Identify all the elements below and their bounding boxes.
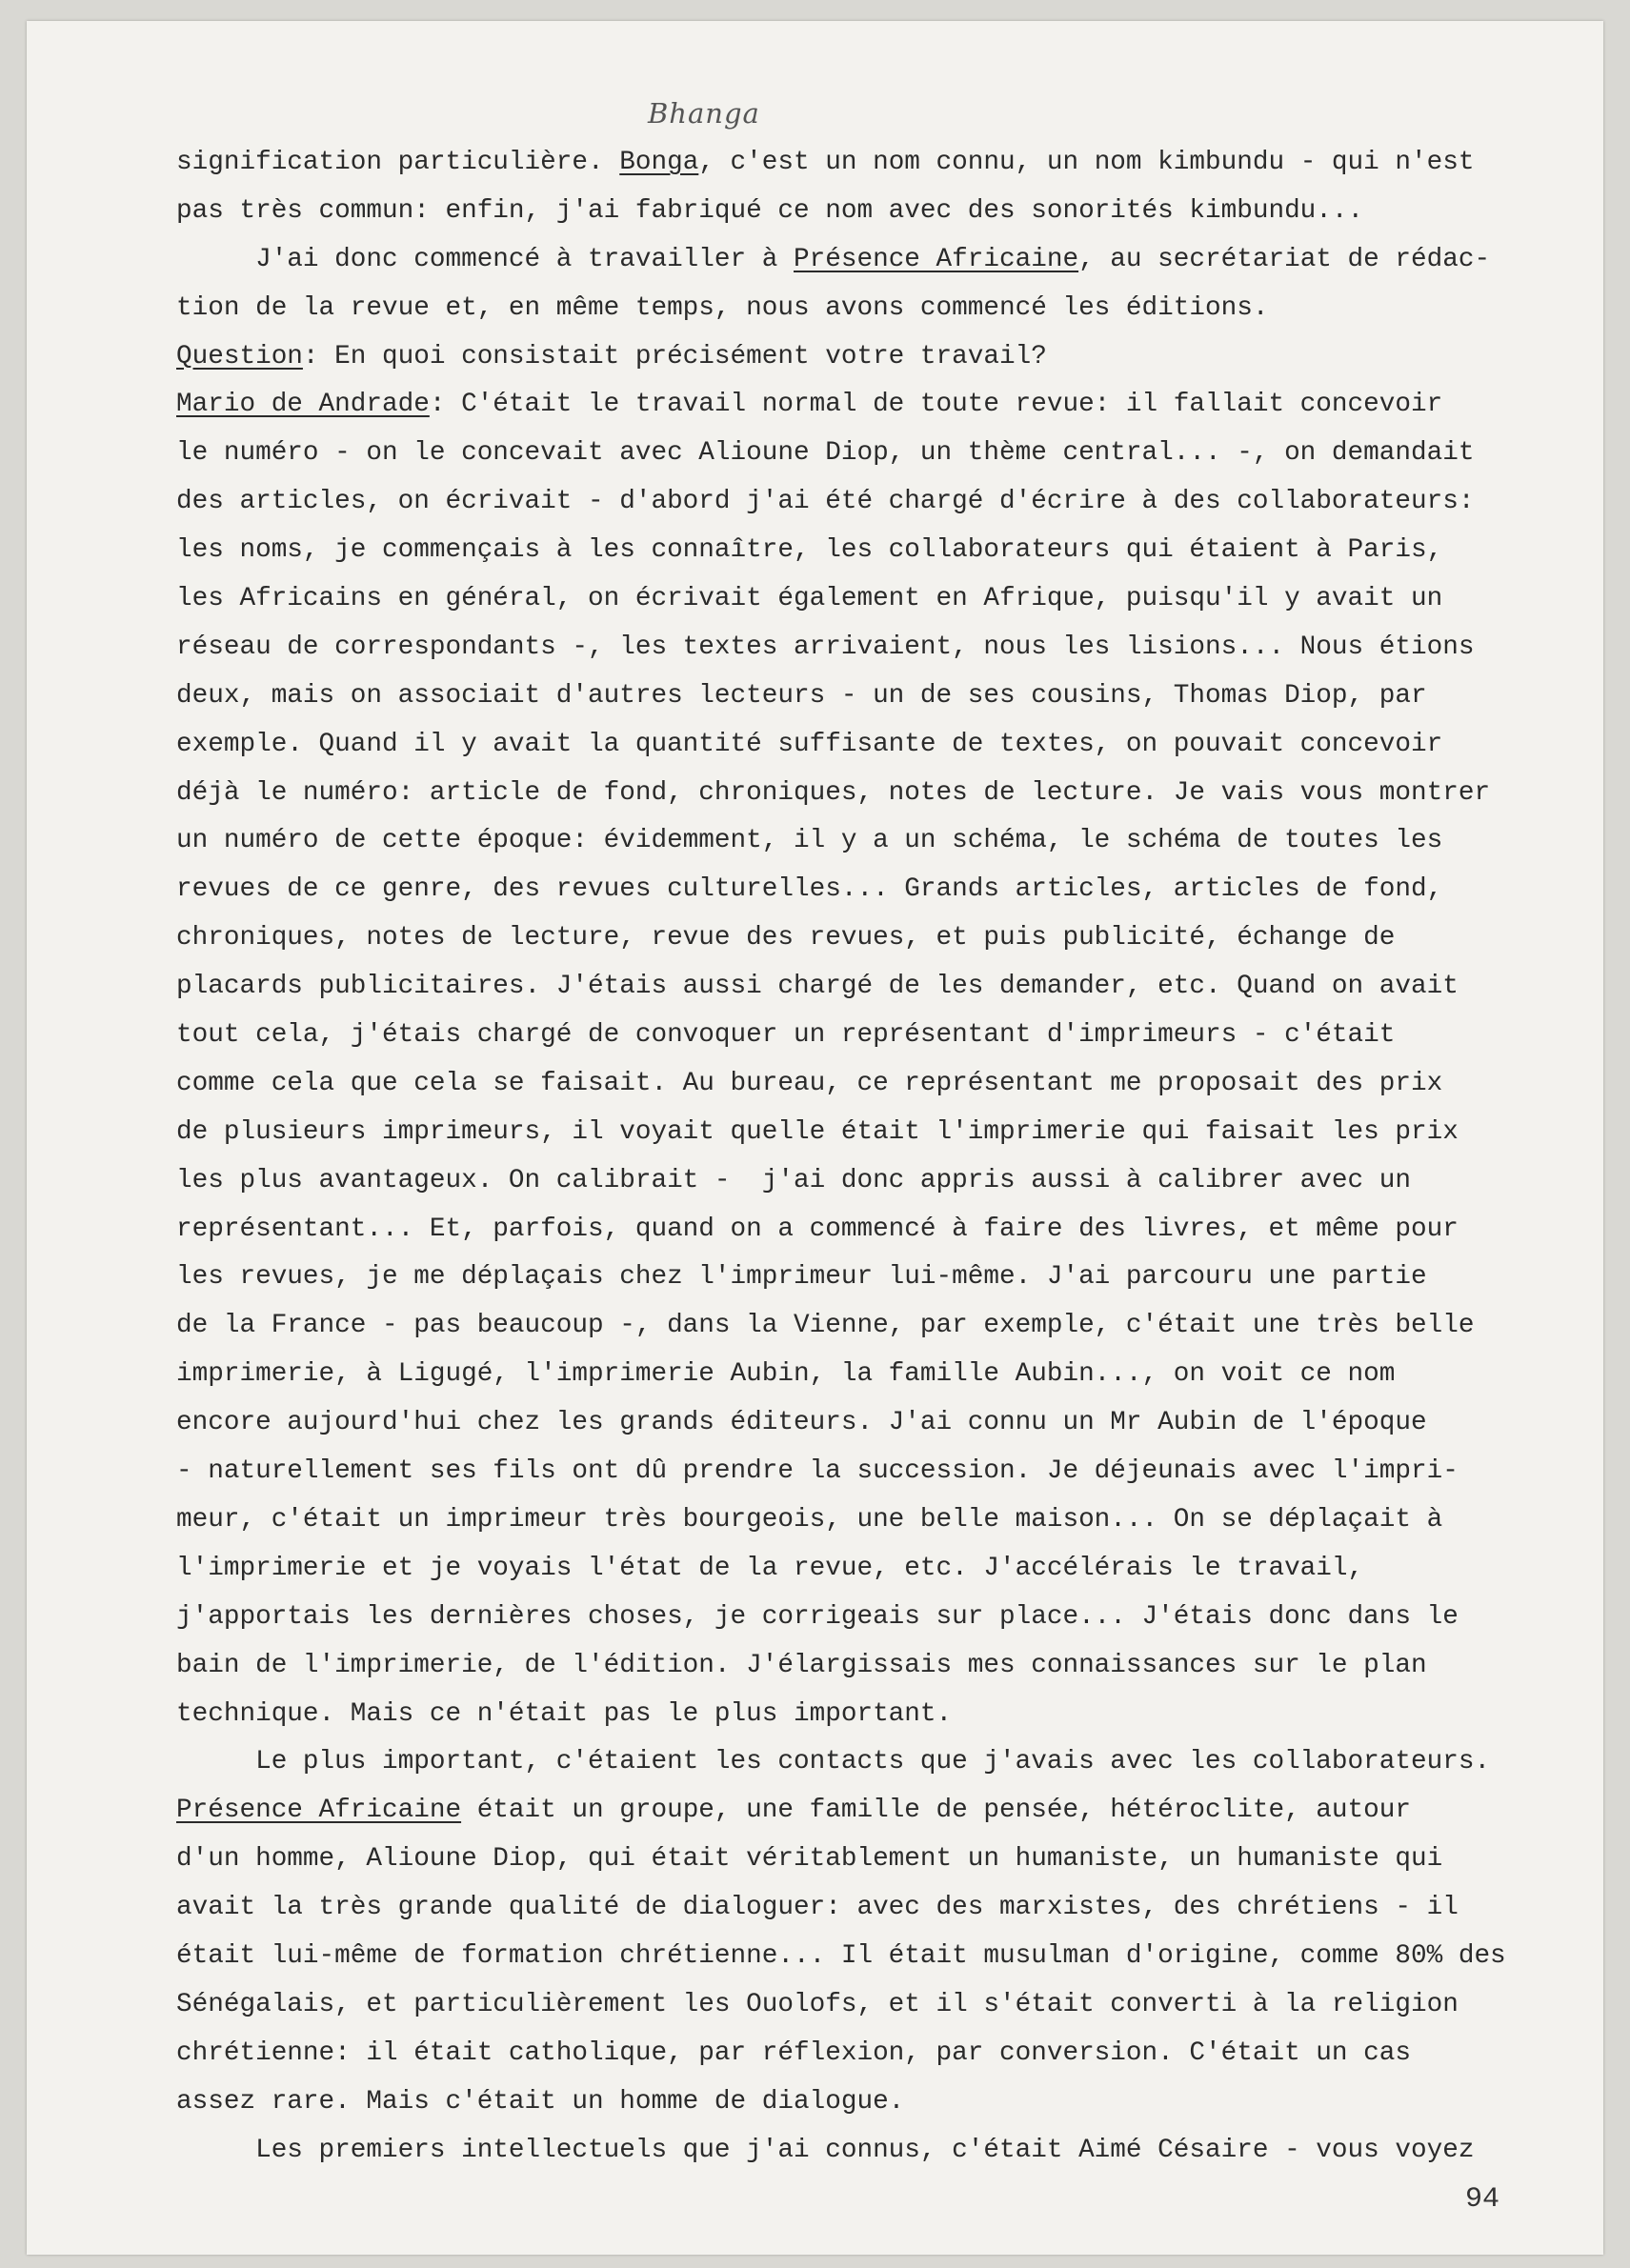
- text-line: [176, 1933, 1577, 1981]
- text-run: représentant... Et, parfois, quand on a commencé à faire des livres, et même pour: [176, 1214, 1459, 1244]
- text-run: d'un homme, Alioune Diop, qui était véritablement un humaniste, un humaniste qui: [176, 1844, 1443, 1875]
- text-run: les plus avantageux. On calibrait - j'ai donc appris aussi à calibrer avec un: [176, 1165, 1411, 1195]
- text-run: bain de l'imprimerie, de l'édition. J'élargissais mes connaissances sur le plan: [176, 1650, 1427, 1680]
- text-line: [176, 1206, 1577, 1254]
- text-line: [176, 1302, 1577, 1351]
- text-run: chroniques, notes de lecture, revue des revues, et puis publicité, échange de: [176, 923, 1396, 953]
- text-line: [176, 139, 1577, 188]
- text-run: meur, c'était un imprimeur très bourgeois, une belle maison... On se déplaçait à: [176, 1504, 1443, 1535]
- text-run: de la France - pas beaucoup -, dans la Vienne, par exemple, c'était une très belle: [176, 1311, 1475, 1341]
- text-line: [176, 381, 1577, 430]
- text-line: [176, 866, 1577, 914]
- text-line: [176, 914, 1577, 963]
- text-line: [176, 770, 1577, 818]
- text-line: [176, 1496, 1577, 1545]
- text-line: [176, 817, 1577, 866]
- underlined-text: Mario de Andrade: [176, 390, 430, 420]
- text-line: [176, 1157, 1577, 1206]
- text-line: [176, 1254, 1577, 1302]
- text-line: [176, 1836, 1577, 1884]
- text-line: [176, 1399, 1577, 1448]
- text-line: [176, 2030, 1577, 2078]
- text-run: les Africains en général, on écrivait également en Afrique, puisqu'il y avait un: [176, 584, 1443, 614]
- text-run: était lui-même de formation chrétienne... Il était musulman d'origine, comme 80% des: [176, 1940, 1506, 1971]
- text-line: [176, 2078, 1577, 2127]
- text-line: [176, 285, 1577, 333]
- handwritten-annotation: Bhanga: [648, 97, 760, 130]
- text-run: imprimerie, à Ligugé, l'imprimerie Aubin, la famille Aubin..., on voit ce nom: [176, 1359, 1396, 1390]
- text-line: [176, 1738, 1577, 1787]
- text-run: des articles, on écrivait - d'abord j'ai été chargé d'écrire à des collaborateurs:: [176, 487, 1475, 517]
- text-run: assez rare. Mais c'était un homme de dialogue.: [176, 2086, 905, 2117]
- text-run: l'imprimerie et je voyais l'état de la revue, etc. J'accélérais le travail,: [176, 1553, 1364, 1583]
- typed-body-text: [176, 139, 1577, 2175]
- page-number: 94: [1465, 2183, 1500, 2216]
- text-line: [176, 478, 1577, 527]
- text-run: Le plus important, c'étaient les contacts que j'avais avec les collaborateurs.: [176, 1747, 1491, 1777]
- text-line: [176, 1594, 1577, 1642]
- text-line: [176, 2127, 1577, 2176]
- text-run: deux, mais on associait d'autres lecteurs - un de ses cousins, Thomas Diop, par: [176, 680, 1427, 711]
- text-line: [176, 1981, 1577, 2030]
- text-run: placards publicitaires. J'étais aussi chargé de les demander, etc. Quand on avait: [176, 972, 1459, 1002]
- text-run: signification particulière.: [176, 148, 620, 177]
- text-line: [176, 527, 1577, 575]
- text-line: [176, 624, 1577, 672]
- text-line: [176, 430, 1577, 478]
- text-line: [176, 1642, 1577, 1691]
- text-run: encore aujourd'hui chez les grands éditeurs. J'ai connu un Mr Aubin de l'époque: [176, 1408, 1427, 1438]
- text-line: [176, 575, 1577, 624]
- text-line: [176, 1691, 1577, 1739]
- text-run: , c'est un nom connu, un nom kimbundu - qui n'est: [698, 148, 1475, 177]
- text-line: [176, 1109, 1577, 1157]
- text-run: était un groupe, une famille de pensée, hétéroclite, autour: [461, 1796, 1411, 1826]
- text-run: , au secrétariat de rédac-: [1078, 244, 1491, 274]
- underlined-text: Question: [176, 341, 303, 371]
- text-run: J'ai donc commencé à travailler à: [176, 244, 794, 274]
- text-run: déjà le numéro: article de fond, chroniques, notes de lecture. Je vais vous montrer: [176, 777, 1491, 808]
- text-run: tion de la revue et, en même temps, nous avons commencé les éditions.: [176, 292, 1269, 323]
- text-line: [176, 721, 1577, 770]
- text-run: : C'était le travail normal de toute revue: il fallait concevoir: [429, 390, 1443, 420]
- text-run: de plusieurs imprimeurs, il voyait quelle était l'imprimerie qui faisait les prix: [176, 1116, 1459, 1147]
- text-line: [176, 1448, 1577, 1496]
- text-run: les noms, je commençais à les connaître, les collaborateurs qui étaient à Paris,: [176, 535, 1443, 566]
- text-run: revues de ce genre, des revues culturelles... Grands articles, articles de fond,: [176, 874, 1443, 905]
- text-line: [176, 1787, 1577, 1836]
- text-run: avait la très grande qualité de dialoguer: avec des marxistes, des chrétiens - il: [176, 1893, 1459, 1923]
- text-run: : En quoi consistait précisément votre travail?: [302, 341, 1047, 371]
- text-run: réseau de correspondants -, les textes arrivaient, nous les lisions... Nous étions: [176, 632, 1475, 662]
- text-line: [176, 963, 1577, 1012]
- text-run: technique. Mais ce n'était pas le plus important.: [176, 1698, 953, 1729]
- text-run: un numéro de cette époque: évidemment, il y a un schéma, le schéma de toutes les: [176, 826, 1443, 856]
- text-run: les revues, je me déplaçais chez l'imprimeur lui-même. J'ai parcouru une partie: [176, 1262, 1427, 1293]
- text-line: [176, 1884, 1577, 1933]
- text-run: tout cela, j'étais chargé de convoquer un représentant d'imprimeurs - c'était: [176, 1020, 1396, 1051]
- text-run: exemple. Quand il y avait la quantité suffisante de textes, on pouvait concevoir: [176, 729, 1443, 759]
- text-run: Les premiers intellectuels que j'ai connus, c'était Aimé Césaire - vous voyez: [176, 2135, 1475, 2165]
- text-line: [176, 1060, 1577, 1109]
- text-run: comme cela que cela se faisait. Au bureau, ce représentant me proposait des prix: [176, 1068, 1443, 1098]
- text-line: [176, 236, 1577, 285]
- text-line: [176, 672, 1577, 721]
- text-line: [176, 1351, 1577, 1399]
- underlined-text: Présence Africaine: [794, 244, 1079, 274]
- text-line: [176, 188, 1577, 236]
- text-line: [176, 1012, 1577, 1060]
- typed-page: [27, 21, 1603, 2255]
- text-line: [176, 1545, 1577, 1594]
- text-run: le numéro - on le concevait avec Alioune Diop, un thème central... -, on demandait: [176, 438, 1475, 469]
- text-run: j'apportais les dernières choses, je corrigeais sur place... J'étais donc dans le: [176, 1601, 1459, 1632]
- underlined-text: Bonga: [619, 148, 699, 177]
- underlined-text: Présence Africaine: [176, 1796, 462, 1826]
- text-run: - naturellement ses fils ont dû prendre la succession. Je déjeunais avec l'impri-: [176, 1456, 1459, 1487]
- text-line: [176, 333, 1577, 382]
- text-run: pas très commun: enfin, j'ai fabriqué ce nom avec des sonorités kimbundu...: [176, 195, 1364, 226]
- text-run: Sénégalais, et particulièrement les Ouolofs, et il s'était converti à la religion: [176, 1989, 1459, 2019]
- text-run: chrétienne: il était catholique, par réflexion, par conversion. C'était un cas: [176, 2037, 1411, 2068]
